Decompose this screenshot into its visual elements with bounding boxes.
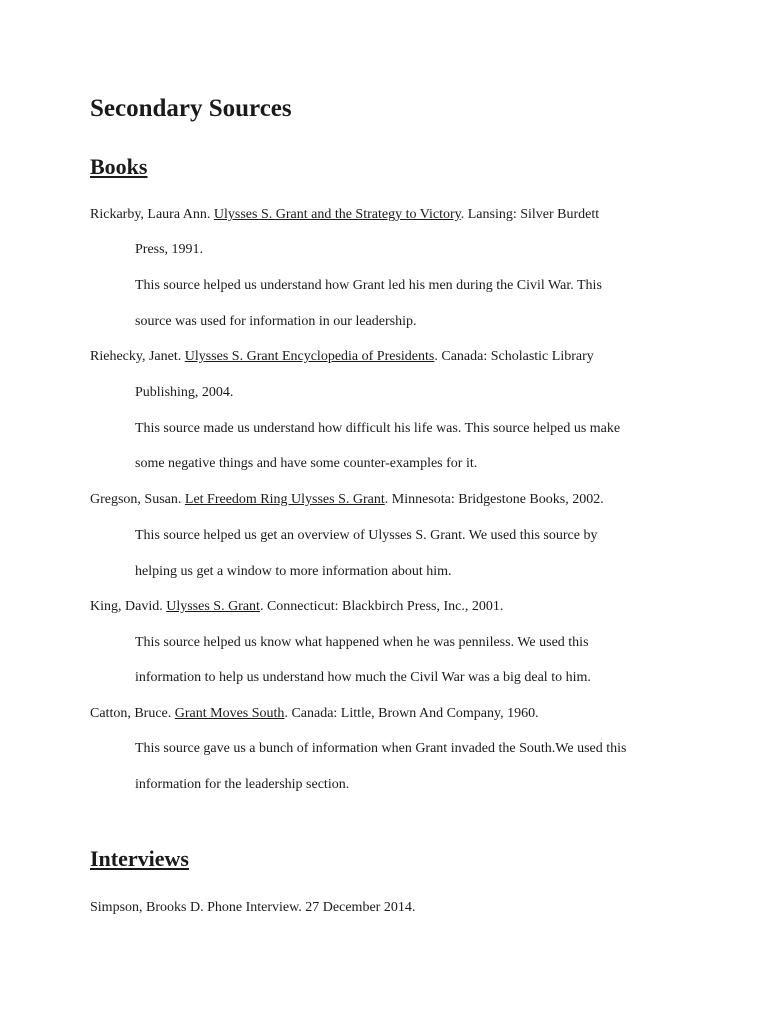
annotation-line: This source helped us understand how Grant led his men during the Civil War. This (135, 278, 602, 293)
citation-entry (90, 704, 539, 724)
citation-book-title: Ulysses S. Grant Encyclopedia of Presidents (184, 349, 435, 364)
citation-publication-continued: Publishing, 2004. (135, 385, 234, 400)
annotation-line: This source gave us a bunch of information when Grant invaded the South.We used this (135, 741, 627, 756)
citation-entry (90, 490, 604, 510)
annotation-line: information to help us understand how much the Civil War was a big deal to him. (135, 670, 591, 685)
citation-publication-continued: Press, 1991. (135, 242, 204, 257)
citation-entry (90, 347, 594, 367)
section-heading-interviews: Interviews (90, 846, 189, 871)
citation-publication: . Canada: Little, Brown And Company, 1960. (284, 706, 539, 721)
citation-publication: . Lansing: Silver Burdett (460, 207, 600, 222)
citation-book-title: Ulysses S. Grant and the Strategy to Victory (213, 207, 461, 222)
annotation-line: some negative things and have some counter-examples for it. (135, 456, 478, 471)
citation-author: Catton, Bruce. (90, 706, 175, 721)
citation-entry (90, 597, 503, 617)
interview-citation: Simpson, Brooks D. Phone Interview. 27 December 2014. (90, 900, 416, 915)
section-heading-books: Books (90, 154, 148, 179)
citation-author: Gregson, Susan. (90, 492, 185, 507)
annotation-line: This source helped us get an overview of Ulysses S. Grant. We used this source by (135, 528, 598, 543)
citation-entry (90, 205, 599, 225)
citation-publication: . Connecticut: Blackbirch Press, Inc., 2001. (259, 599, 504, 614)
citation-book-title: Let Freedom Ring Ulysses S. Grant (184, 492, 385, 507)
annotation-line: source was used for information in our leadership. (135, 314, 417, 329)
citation-publication: . Canada: Scholastic Library (434, 349, 594, 364)
citation-author: Rickarby, Laura Ann. (90, 207, 214, 222)
annotation-line: helping us get a window to more information about him. (135, 564, 452, 579)
annotation-line: This source made us understand how difficult his life was. This source helped us make (135, 421, 621, 436)
annotation-line: This source helped us know what happened when he was penniless. We used this (135, 635, 589, 650)
citation-book-title: Ulysses S. Grant (166, 599, 260, 614)
page-title: Secondary Sources (90, 95, 292, 122)
citation-author: Riehecky, Janet. (90, 349, 185, 364)
citation-book-title: Grant Moves South (174, 706, 285, 721)
citation-publication: . Minnesota: Bridgestone Books, 2002. (384, 492, 604, 507)
annotation-line: information for the leadership section. (135, 777, 350, 792)
citation-author: King, David. (90, 599, 167, 614)
